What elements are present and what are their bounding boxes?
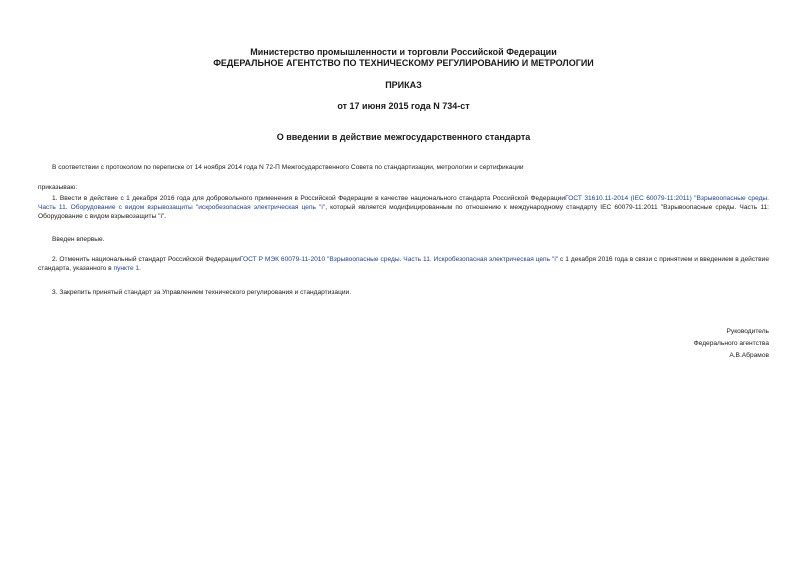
item-1-reference-link[interactable]: пункте 1 — [113, 265, 140, 272]
document-title: О введении в действие межгосударственного стандарта — [276, 132, 531, 142]
agency-name: ФЕДЕРАЛЬНОЕ АГЕНТСТВО ПО ТЕХНИЧЕСКОМУ РЕГУЛИРОВАНИЮ И МЕТРОЛОГИИ — [213, 58, 594, 68]
item-1-text-end: , который является модифицированным по отношению к международному стандарту IEC 60079-11:2011 "Взрывоопасные среды. Часть 11: Оборудование с видом взрывозащиты "i". — [38, 204, 770, 220]
document-type: ПРИКАЗ — [385, 80, 422, 90]
signature-name: А.В.Абрамов — [729, 352, 769, 359]
order-word: приказываю: — [38, 184, 78, 191]
item-1 — [38, 194, 769, 221]
preamble: В соответствии с протоколом по переписке от 14 ноября 2014 года N 72-П Межгосударственного Совета по стандартизации, метрологии и сертификации — [52, 164, 524, 171]
gost-r-iec-60079-link[interactable]: ГОСТ Р МЭК 60079-11-2010 "Взрывоопасные среды. Часть 11. Искробезопасная электрическая цепь "i" — [239, 256, 559, 263]
gost-31610-link[interactable]: ГОСТ 31610.11-2014 (IEC 60079-11:2011) "Взрывоопасные среды. Часть 11. Оборудование с видом взрывозащиты "искробезопасная электрическая цепь "i" — [38, 195, 770, 211]
item-2-text-mid: с 1 декабря 2016 года в связи с принятием и введением в действие стандарта, указанного в — [38, 256, 770, 272]
signature-title: Руководитель — [726, 328, 769, 335]
signature-agency: Федерального агентства — [693, 340, 769, 347]
first-time-note: Введен впервые. — [52, 236, 105, 243]
ministry-name: Министерство промышленности и торговли Российской Федерации — [250, 47, 557, 57]
document-date-number: от 17 июня 2015 года N 734-ст — [337, 101, 470, 111]
item-2-text: 2. Отменить национальный стандарт Российской Федерации — [52, 256, 240, 263]
item-2 — [38, 255, 769, 273]
item-3: 3. Закрепить принятый стандарт за Управлением технического регулирования и стандартизации. — [52, 289, 352, 296]
item-2-text-end: . — [139, 265, 141, 272]
item-1-text: 1. Ввести в действие с 1 декабря 2016 года для добровольного применения в Российской Федерации в качестве национального стандарта Российской Федерации — [52, 195, 566, 202]
